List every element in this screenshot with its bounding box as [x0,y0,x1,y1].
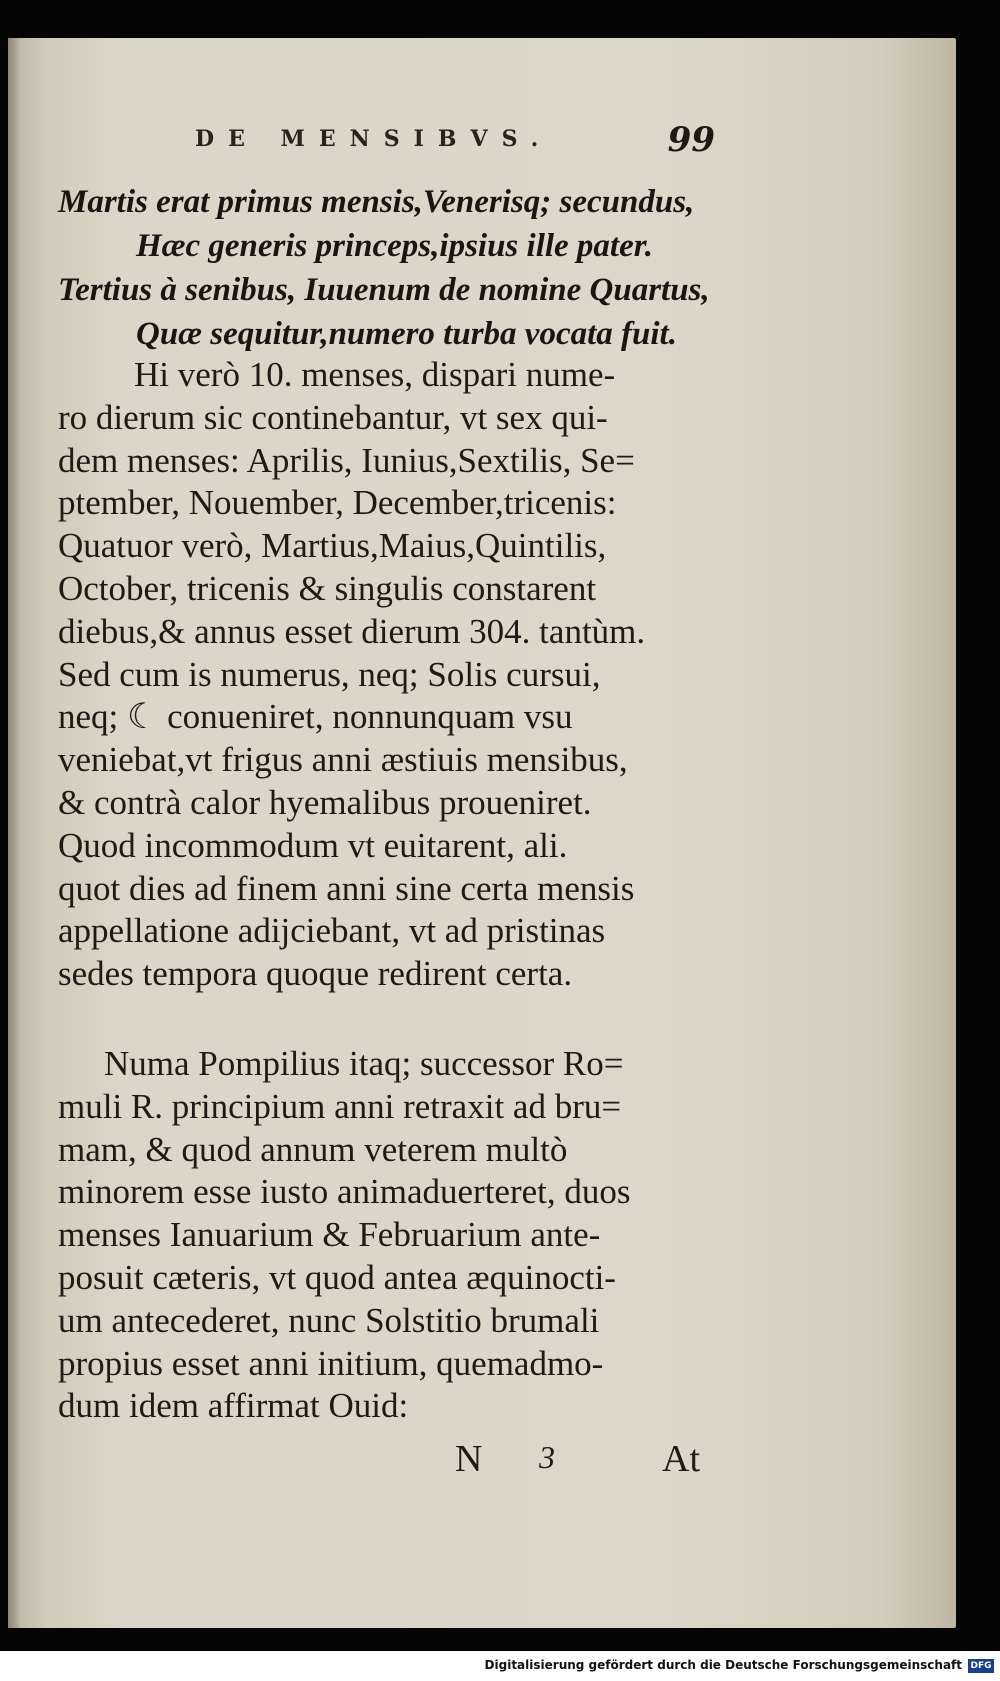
verse-line: Martis erat primus mensis,Venerisq; secundus, [58,184,695,220]
text-line: quot dies ad finem anni sine certa mensis [58,868,635,908]
text-line: menses Ianuarium & Februarium ante- [58,1215,601,1255]
text-line: propius esset anni initium, quemadmo- [58,1343,604,1383]
text-line: & contrà calor hyemalibus proueniret. [58,782,592,822]
text-line: October, tricenis & singulis constarent [58,568,597,608]
page-edge-shadow [8,38,22,1628]
running-head-title: DE MENSIBVS. [195,126,553,152]
text-line: posuit cæteris, vt quod antea æquinocti- [58,1257,616,1297]
signature-letter: N [455,1438,483,1480]
text-line: Numa Pompilius itaq; successor Ro= [104,1044,624,1083]
text-line: Hi verò 10. menses, dispari nume- [134,355,616,394]
text-line: minorem esse iusto animaduerteret, duos [58,1172,631,1212]
text-line: diebus,& annus esset dierum 304. tantùm. [58,611,646,651]
catchword: At [662,1438,700,1480]
text-line: ro dierum sic continebantur, vt sex qui- [58,397,608,437]
text-line: appellatione adijciebant, vt ad pristinas [58,911,606,951]
text-line: ptember, Nouember, December,tricenis: [58,483,617,523]
footer-bar [0,1651,1000,1681]
verse-line: Quæ sequitur,numero turba vocata fuit. [136,316,677,352]
running-head [195,120,715,160]
paragraph-1 [58,354,718,996]
text-line: dum idem affirmat Ouid: [58,1386,409,1426]
text-line: mam, & quod annum veterem multò [58,1129,568,1169]
text-line: veniebat,vt frigus anni æstiuis mensibus, [58,740,628,780]
text-line: muli R. principium anni retraxit ad bru= [58,1086,622,1126]
dfg-logo-icon: DFG [968,1659,994,1673]
funding-credit: Digitalisierung gefördert durch die Deutsche Forschungsgemeinschaft [484,1658,962,1672]
paragraph-2 [58,1043,718,1428]
verse-line: Tertius à senibus, Iuuenum de nomine Quartus, [58,272,710,308]
text-line: Quatuor verò, Martius,Maius,Quintilis, [58,526,607,566]
text-line: sedes tempora quoque redirent certa. [58,954,573,994]
signature-number: 3 [539,1439,555,1475]
text-line: Sed cum is numerus, neq; Solis cursui, [58,654,601,694]
text-line: um antecederet, nunc Solstitio brumali [58,1300,600,1340]
page-number: 99 [667,120,715,160]
text-line: dem menses: Aprilis, Iunius,Sextilis, Se= [58,440,635,480]
text-line: Quod incommodum vt euitarent, ali. [58,825,568,865]
signature-mark [455,1437,555,1481]
verse-line: Hæc generis princeps,ipsius ille pater. [136,228,654,264]
text-line: neq; ☾ conueniret, nonnunquam vsu [58,697,573,737]
